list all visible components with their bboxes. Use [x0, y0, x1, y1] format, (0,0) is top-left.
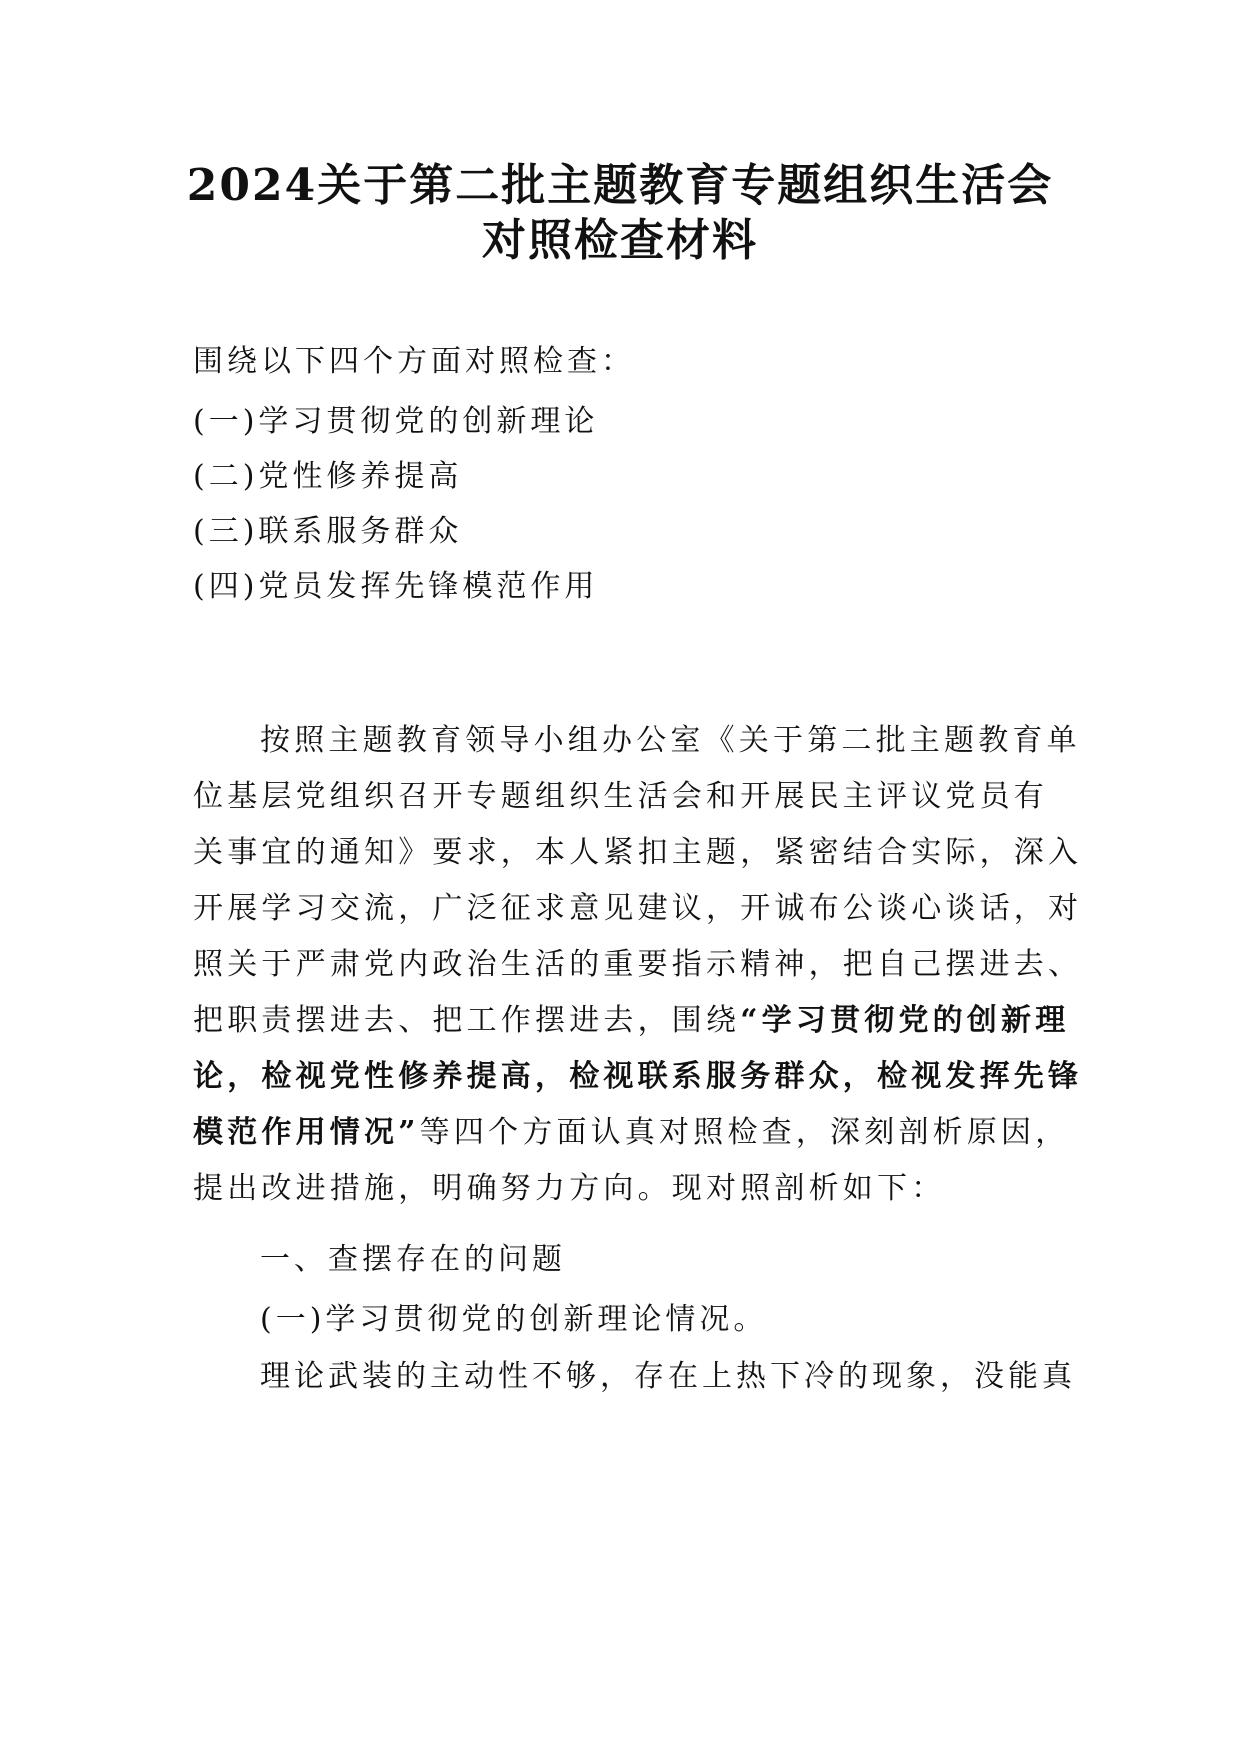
paragraph-text: 关事宜的通知》要求，本人紧扣主题，紧密结合实际，深入 [193, 835, 1083, 870]
section-heading: 一、查摆存在的问题 [260, 1242, 566, 1277]
aspect-item-2: (二)党性修养提高 [193, 459, 463, 494]
paragraph-line [193, 1105, 1070, 1161]
paragraph-text: 把职责摆进去、把工作摆进去，围绕 [193, 1003, 741, 1038]
paragraph-emphasis-text: 论，检视党性修养提高，检视联系服务群众，检视发挥先锋 [193, 1059, 1083, 1094]
paragraph-text: 提出改进措施，明确努力方向。现对照剖析如下： [193, 1171, 946, 1206]
paragraph-emphasis-text: “学习贯彻党的创新理 [740, 1003, 1070, 1038]
paragraph-line [193, 1161, 1053, 1217]
document-title-line-2: 对照检查材料 [482, 215, 758, 266]
paragraph-text: 开展学习交流，广泛征求意见建议，开诚布公谈心谈话，对 [193, 891, 1083, 926]
paragraph-text: 照关于严肃党内政治生活的重要指示精神，把自己摆进去、 [193, 947, 1083, 982]
body-paragraph-start: 理论武装的主动性不够，存在上热下冷的现象，没能真 [260, 1359, 1076, 1394]
paragraph-line [193, 993, 1070, 1049]
paragraph-emphasis-text: 模范作用情况” [193, 1115, 420, 1150]
paragraph-line [193, 769, 1053, 825]
aspect-item-4: (四)党员发挥先锋模范作用 [193, 569, 599, 604]
aspect-item-3: (三)联系服务群众 [193, 514, 463, 549]
document-title-line-1: 2024关于第二批主题教育专题组织生活会 [186, 160, 1054, 211]
paragraph-line [193, 1049, 1083, 1105]
paragraph-line [193, 881, 1083, 937]
intro-text: 围绕以下四个方面对照检查： [193, 344, 635, 379]
subsection-heading: (一)学习贯彻党的创新理论情况。 [260, 1302, 768, 1337]
paragraph-line [193, 937, 1083, 993]
paragraph-line [193, 713, 1081, 769]
paragraph-text: 位基层党组织召开专题组织生活会和开展民主评议党员有 [193, 779, 1048, 814]
paragraph-line [193, 825, 1083, 881]
main-paragraph [193, 713, 1083, 1217]
paragraph-text: 等四个方面认真对照检查，深刻剖析原因， [419, 1115, 1070, 1150]
paragraph-text: 按照主题教育领导小组办公室《关于第二批主题教育单 [260, 723, 1081, 758]
aspect-item-1: (一)学习贯彻党的创新理论 [193, 404, 599, 439]
